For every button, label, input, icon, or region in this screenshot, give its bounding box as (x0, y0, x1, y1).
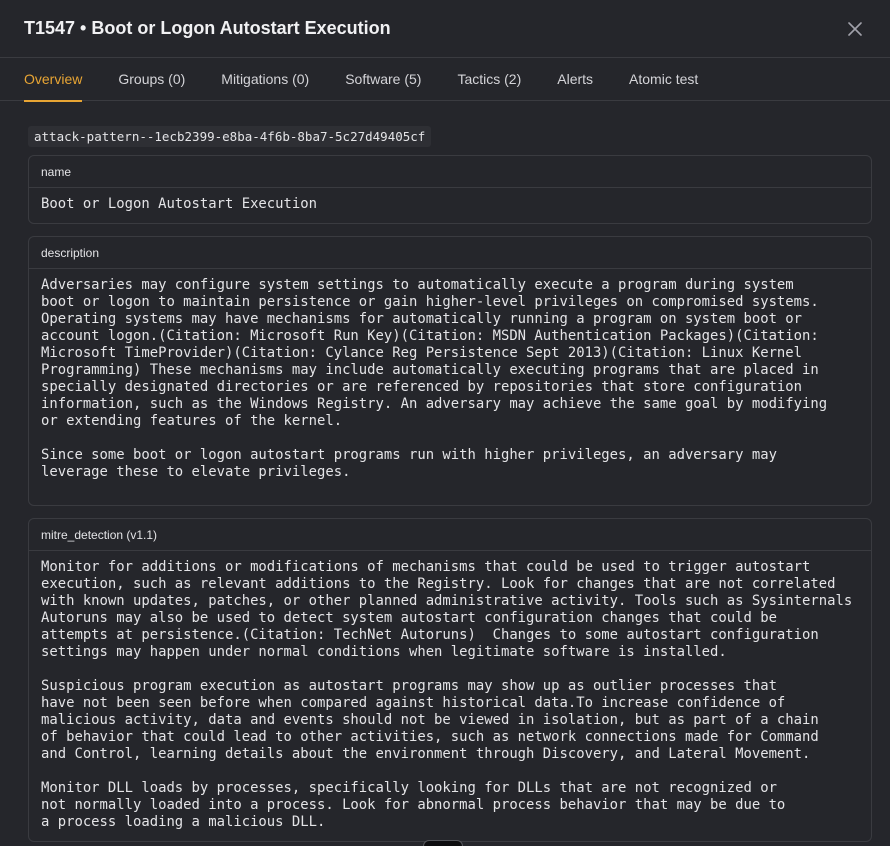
close-icon (848, 22, 862, 36)
description-label: description (29, 237, 871, 269)
tab-overview[interactable]: Overview (24, 58, 82, 101)
description-card (28, 236, 872, 506)
drawer-header (0, 0, 890, 58)
tab-software[interactable]: Software (5) (345, 71, 422, 87)
tab-alerts[interactable]: Alerts (557, 71, 594, 87)
page-title: T1547 • Boot or Logon Autostart Execution (24, 18, 391, 38)
object-id: attack-pattern--1ecb2399-e8ba-4f6b-8ba7-5c27d49405cf (28, 126, 431, 147)
detection-value: Monitor for additions or modifications of mechanisms that could be used to trigger autostart execution, such as relevant additions to the Registry. Look for changes that are not correlated with known updates, patches, or other planned administrative activity. Tools such as Sysinternals Autoruns may also be used to detect system autostart configuration changes that could be attempts at persistence.(Citation: TechNet Autoruns) Changes to some autostart configuration settings may happen under normal conditions when legitimate software is installed. Suspicious program execution as autostart programs may show up as outlier processes that have not been seen before when compared against historical data.To increase confidence of malicious activity, data and events should not be viewed in isolation, but as part of a chain of behavior that could lead to other activities, such as network connections made for Command and Control, learning details about the environment through Discovery, and Lateral Movement. Monitor DLL loads by processes, specifically looking for DLLs that are not recognized or not normally loaded into a process. Look for abnormal process behavior that may be due to a process loading a malicious DLL. (41, 559, 853, 830)
scroll-handle[interactable] (423, 840, 463, 846)
tab-groups[interactable]: Groups (0) (118, 71, 186, 87)
tab-tactics[interactable]: Tactics (2) (457, 71, 522, 87)
name-card (28, 155, 872, 224)
detection-card (28, 518, 872, 842)
tab-atomic-test[interactable]: Atomic test (629, 71, 699, 87)
tab-bar (0, 58, 890, 101)
description-value: Adversaries may configure system settings to automatically execute a program during system boot or logon to maintain persistence or gain higher-level privileges on compromised systems. Operating systems may have mechanisms for automatically running a program on system boot or account logon.(Citation: Microsoft Run Key)(Citation: MSDN Authentication Packages)(Citation: Microsoft TimeProvider)(Citation: Cylance Reg Persistence Sept 2013)(Citation: Linux Kernel Programming) These mechanisms may include automatically executing programs that are placed in specially designated directories or are referenced by repositories that store configuration information, such as the Windows Registry. An adversary may achieve the same goal by modifying or extending features of the kernel. Since some boot or logon autostart programs run with higher privileges, an adversary may leverage these to elevate privileges. (41, 277, 828, 480)
close-button[interactable] (844, 18, 866, 40)
name-value: Boot or Logon Autostart Execution (41, 196, 317, 212)
overview-panel (0, 101, 890, 842)
tab-mitigations[interactable]: Mitigations (0) (221, 71, 310, 87)
detection-label: mitre_detection (v1.1) (29, 519, 871, 551)
name-label: name (29, 156, 871, 188)
